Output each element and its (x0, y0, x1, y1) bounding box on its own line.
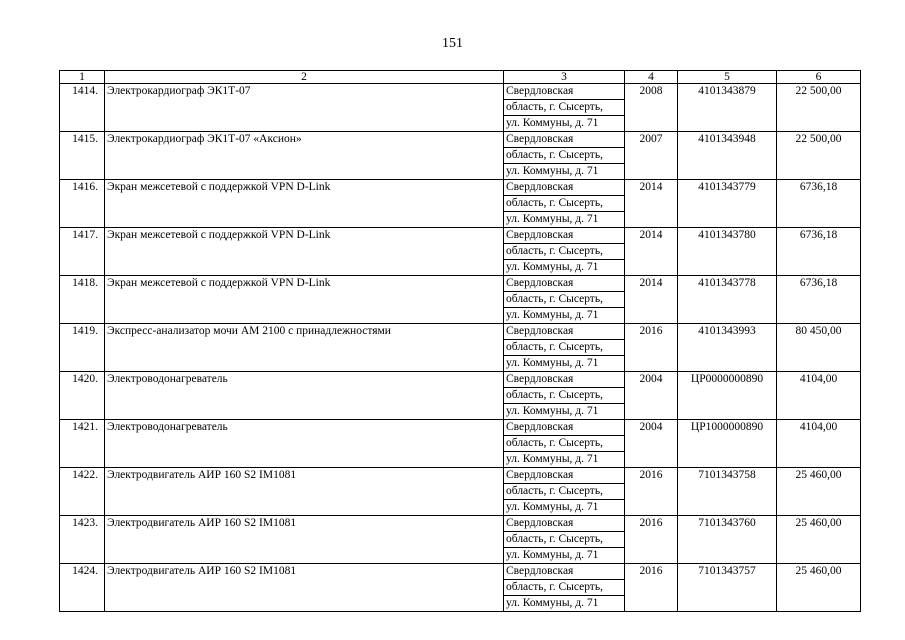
address-line: область, г. Сысерть, (504, 340, 624, 356)
header-col-4: 4 (625, 71, 678, 84)
item-year: 2014 (625, 228, 678, 276)
inventory-number: ЦР1000000890 (678, 420, 777, 468)
address-line: Свердловская (504, 324, 624, 340)
item-address (504, 372, 625, 420)
table-row (60, 180, 861, 228)
address-line: Свердловская (504, 468, 624, 484)
item-address (504, 324, 625, 372)
item-address (504, 180, 625, 228)
item-cost: 4104,00 (777, 372, 861, 420)
inventory-number: 4101343778 (678, 276, 777, 324)
address-line: область, г. Сысерть, (504, 436, 624, 452)
item-year: 2004 (625, 420, 678, 468)
row-number: 1421. (60, 420, 105, 468)
address-line: Свердловская (504, 180, 624, 196)
item-address (504, 564, 625, 612)
item-year: 2014 (625, 180, 678, 228)
header-col-2: 2 (105, 71, 504, 84)
table-row (60, 516, 861, 564)
item-address (504, 132, 625, 180)
item-address (504, 228, 625, 276)
row-number: 1416. (60, 180, 105, 228)
address-line: ул. Коммуны, д. 71 (506, 405, 599, 417)
item-name: Электрокардиограф ЭК1Т-07 (105, 84, 504, 132)
property-table (59, 70, 861, 612)
page-number: 151 (442, 36, 463, 51)
table-body (60, 84, 861, 612)
item-cost: 6736,18 (777, 276, 861, 324)
address-line: ул. Коммуны, д. 71 (506, 165, 599, 177)
item-cost: 22 500,00 (777, 132, 861, 180)
item-name: Электродвигатель АИР 160 S2 IM1081 (105, 564, 504, 612)
table-row (60, 468, 861, 516)
address-line: ул. Коммуны, д. 71 (506, 501, 599, 513)
row-number: 1419. (60, 324, 105, 372)
address-line: ул. Коммуны, д. 71 (506, 213, 599, 225)
item-year: 2014 (625, 276, 678, 324)
address-line: Свердловская (504, 84, 624, 100)
item-address (504, 468, 625, 516)
item-cost: 25 460,00 (777, 468, 861, 516)
address-line: ул. Коммуны, д. 71 (506, 309, 599, 321)
table-row (60, 132, 861, 180)
address-line: ул. Коммуны, д. 71 (506, 453, 599, 465)
inventory-number: 7101343757 (678, 564, 777, 612)
address-line: ул. Коммуны, д. 71 (506, 357, 599, 369)
item-year: 2004 (625, 372, 678, 420)
table-row (60, 564, 861, 612)
table-row (60, 372, 861, 420)
item-cost: 6736,18 (777, 228, 861, 276)
row-number: 1420. (60, 372, 105, 420)
table-row (60, 276, 861, 324)
item-cost: 4104,00 (777, 420, 861, 468)
address-line: ул. Коммуны, д. 71 (506, 597, 599, 609)
address-line: ул. Коммуны, д. 71 (506, 117, 599, 129)
item-year: 2016 (625, 564, 678, 612)
table-header (60, 71, 861, 84)
item-address (504, 420, 625, 468)
item-year: 2007 (625, 132, 678, 180)
inventory-number: 4101343948 (678, 132, 777, 180)
item-name: Электродвигатель АИР 160 S2 IM1081 (105, 516, 504, 564)
row-number: 1417. (60, 228, 105, 276)
item-year: 2016 (625, 468, 678, 516)
item-year: 2016 (625, 516, 678, 564)
item-name: Электроводонагреватель (105, 420, 504, 468)
item-name: Электродвигатель АИР 160 S2 IM1081 (105, 468, 504, 516)
address-line: ул. Коммуны, д. 71 (506, 261, 599, 273)
item-name: Экран межсетевой с поддержкой VPN D-Link (105, 228, 504, 276)
row-number: 1415. (60, 132, 105, 180)
address-line: Свердловская (504, 420, 624, 436)
address-line: область, г. Сысерть, (504, 292, 624, 308)
item-name: Экран межсетевой с поддержкой VPN D-Link (105, 180, 504, 228)
item-name: Электроводонагреватель (105, 372, 504, 420)
item-name: Электрокардиограф ЭК1Т-07 «Аксион» (105, 132, 504, 180)
table-row (60, 420, 861, 468)
item-name: Экран межсетевой с поддержкой VPN D-Link (105, 276, 504, 324)
address-line: ул. Коммуны, д. 71 (506, 549, 599, 561)
inventory-number: 4101343879 (678, 84, 777, 132)
row-number: 1414. (60, 84, 105, 132)
header-col-5: 5 (678, 71, 777, 84)
item-address (504, 84, 625, 132)
address-line: Свердловская (504, 372, 624, 388)
inventory-number: 4101343779 (678, 180, 777, 228)
item-cost: 25 460,00 (777, 516, 861, 564)
item-cost: 6736,18 (777, 180, 861, 228)
row-number: 1422. (60, 468, 105, 516)
inventory-number: ЦР0000000890 (678, 372, 777, 420)
address-line: Свердловская (504, 516, 624, 532)
address-line: Свердловская (504, 228, 624, 244)
address-line: область, г. Сысерть, (504, 196, 624, 212)
header-col-3: 3 (504, 71, 625, 84)
table-row (60, 84, 861, 132)
address-line: Свердловская (504, 564, 624, 580)
header-row (60, 71, 861, 84)
inventory-number: 4101343780 (678, 228, 777, 276)
address-line: Свердловская (504, 132, 624, 148)
row-number: 1423. (60, 516, 105, 564)
address-line: область, г. Сысерть, (504, 580, 624, 596)
item-year: 2008 (625, 84, 678, 132)
address-line: область, г. Сысерть, (504, 100, 624, 116)
header-col-6: 6 (777, 71, 861, 84)
inventory-number: 7101343760 (678, 516, 777, 564)
row-number: 1418. (60, 276, 105, 324)
item-cost: 80 450,00 (777, 324, 861, 372)
address-line: область, г. Сысерть, (504, 484, 624, 500)
item-cost: 25 460,00 (777, 564, 861, 612)
address-line: область, г. Сысерть, (504, 388, 624, 404)
address-line: область, г. Сысерть, (504, 148, 624, 164)
row-number: 1424. (60, 564, 105, 612)
table-row (60, 324, 861, 372)
item-name: Экспресс-анализатор мочи АМ 2100 с принадлежностями (105, 324, 504, 372)
item-address (504, 276, 625, 324)
item-address (504, 516, 625, 564)
header-col-1: 1 (60, 71, 105, 84)
address-line: Свердловская (504, 276, 624, 292)
address-line: область, г. Сысерть, (504, 532, 624, 548)
table-row (60, 228, 861, 276)
inventory-number: 4101343993 (678, 324, 777, 372)
address-line: область, г. Сысерть, (504, 244, 624, 260)
item-year: 2016 (625, 324, 678, 372)
inventory-number: 7101343758 (678, 468, 777, 516)
item-cost: 22 500,00 (777, 84, 861, 132)
